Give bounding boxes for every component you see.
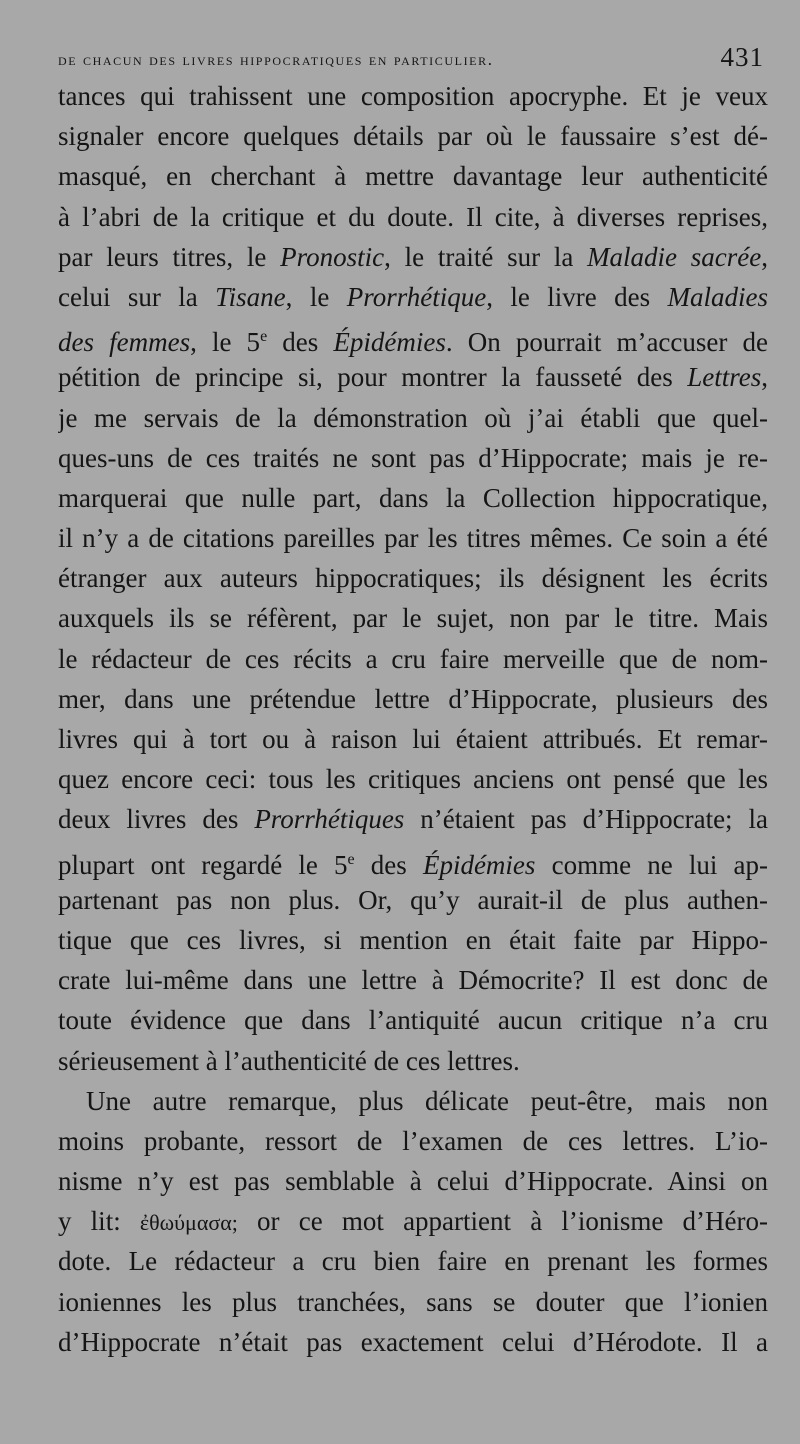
text-run: par leurs titres, le xyxy=(58,241,281,272)
text-run: tique que ces livres, si mention en était faite par Hippo- xyxy=(58,924,768,955)
italic-title: Prorrhétiques xyxy=(254,804,405,835)
italic-title: Pronostic xyxy=(280,241,385,272)
text-run: , le xyxy=(285,281,347,312)
text-line xyxy=(58,840,768,880)
text-line xyxy=(58,759,768,799)
text-run: . On pourrait m’accuser de xyxy=(445,327,768,358)
text-run: deux livres des xyxy=(58,804,255,835)
text-run: or ce mot appartient à l’ionisme d’Héro- xyxy=(237,1206,768,1237)
italic-title: Maladie sacrée xyxy=(587,241,762,272)
text-line xyxy=(58,398,768,438)
text-run: moins probante, ressort de l’examen de ces lettres. L’io- xyxy=(58,1125,768,1156)
text-run: comme ne lui ap- xyxy=(535,849,768,880)
text-run: toute évidence que dans l’antiquité aucun critique n’a cru xyxy=(58,1005,768,1036)
italic-title: Épidémies xyxy=(422,849,536,880)
text-line xyxy=(58,1081,768,1121)
superscript: e xyxy=(347,850,355,868)
text-run: crate lui-même dans une lettre à Démocrite? Il est donc de xyxy=(58,965,768,996)
italic-title: Tisane xyxy=(215,281,286,312)
text-run: je me servais de la démonstration où j’ai établi que quel- xyxy=(58,402,768,433)
text-line xyxy=(58,156,768,196)
text-run: partenant pas non plus. Or, qu’y aurait-il de plus authen- xyxy=(58,884,768,915)
text-run: à l’abri de la critique et du doute. Il cite, à diverses reprises, xyxy=(58,201,768,232)
text-line xyxy=(58,679,768,719)
text-line xyxy=(58,277,768,317)
text-line xyxy=(58,1282,768,1322)
text-line xyxy=(58,1322,768,1362)
text-line xyxy=(58,317,768,357)
text-run: livres qui à tort ou à raison lui étaient attribués. Et remar- xyxy=(58,724,768,754)
text-run: marquerai que nulle part, dans la Collection hippocratique, xyxy=(58,482,768,513)
text-run: sérieusement à l’authenticité de ces lettres. xyxy=(58,1045,520,1076)
text-run: , xyxy=(761,241,768,272)
text-line xyxy=(58,1041,768,1081)
text-run: d’Hippocrate n’était pas exactement celui d’Hérodote. Il a xyxy=(58,1326,768,1357)
text-run: nisme n’y est pas semblable à celui d’Hippocrate. Ainsi on xyxy=(58,1166,768,1197)
text-run: ioniennes les plus tranchées, sans se douter que l’ionien xyxy=(58,1286,768,1317)
italic-title: Maladies xyxy=(667,281,768,312)
text-line xyxy=(58,518,768,558)
text-run: pétition de principe si, pour montrer la fausseté des xyxy=(58,362,688,393)
text-line xyxy=(58,598,768,638)
text-line xyxy=(58,799,768,839)
text-line xyxy=(58,1121,768,1161)
text-line xyxy=(58,237,768,277)
text-run: , xyxy=(761,362,768,393)
italic-title: Épidémies xyxy=(333,327,446,358)
page-header xyxy=(58,44,770,76)
running-head: de chacun des livres hippocratiques en particulier. xyxy=(58,50,494,69)
text-run: n’étaient pas d’Hippocrate; la xyxy=(404,804,768,835)
text-run: signaler encore quelques détails par où le faussaire s’est dé- xyxy=(58,121,768,152)
text-run: quez encore ceci: tous les critiques anciens ont pensé que les xyxy=(58,764,768,795)
text-line xyxy=(58,1241,768,1281)
italic-title: Prorrhétique xyxy=(346,281,487,312)
text-line xyxy=(58,719,768,759)
text-run: tances qui trahissent une composition apocryphe. Et je veux xyxy=(58,81,768,111)
superscript: e xyxy=(260,328,268,346)
text-run: celui sur la xyxy=(58,281,216,312)
text-run: des xyxy=(354,849,423,880)
text-line xyxy=(58,960,768,1000)
text-run: il n’y a de citations pareilles par les titres mêmes. Ce soin a été xyxy=(58,523,768,554)
text-line xyxy=(58,920,768,960)
italic-title: des femmes xyxy=(58,327,191,358)
text-line xyxy=(58,438,768,478)
text-run: auxquels ils se réfèrent, par le sujet, non par le titre. Mais xyxy=(58,603,768,634)
text-run: étranger aux auteurs hippocratiques; ils désignent les écrits xyxy=(58,563,768,594)
text-line xyxy=(58,1000,768,1040)
text-run: dote. Le rédacteur a cru bien faire en prenant les formes xyxy=(58,1246,768,1277)
text-run: , le traité sur la xyxy=(384,241,588,272)
text-run: ques-uns de ces traités ne sont pas d’Hippocrate; mais je re- xyxy=(58,442,768,473)
paragraph xyxy=(58,76,768,1081)
text-run: le rédacteur de ces récits a cru faire merveille que de nom- xyxy=(58,643,768,674)
text-line xyxy=(58,116,768,156)
text-run: mer, dans une prétendue lettre d’Hippocrate, plusieurs des xyxy=(58,683,768,714)
text-run: , le 5 xyxy=(190,327,261,358)
text-line xyxy=(58,880,768,920)
italic-title: Lettres xyxy=(687,362,762,393)
text-line xyxy=(58,558,768,598)
greek-word: ἐθωύμασα; xyxy=(139,1210,238,1236)
text-line xyxy=(58,357,768,397)
text-run: y lit: xyxy=(58,1206,140,1237)
text-line xyxy=(58,1201,768,1241)
text-body xyxy=(58,76,768,1362)
text-run: , le livre des xyxy=(486,281,668,312)
paragraph xyxy=(58,1081,768,1362)
page-number: 431 xyxy=(720,42,764,72)
text-run: Une autre remarque, plus délicate peut-être, mais non xyxy=(86,1085,768,1116)
text-run: plupart ont regardé le 5 xyxy=(58,849,348,880)
text-line xyxy=(58,639,768,679)
text-run: des xyxy=(267,327,334,358)
text-line xyxy=(58,76,768,116)
text-run: masqué, en cherchant à mettre davantage leur authenticité xyxy=(58,161,768,192)
text-line xyxy=(58,197,768,237)
text-line xyxy=(58,1161,768,1201)
text-line xyxy=(58,478,768,518)
